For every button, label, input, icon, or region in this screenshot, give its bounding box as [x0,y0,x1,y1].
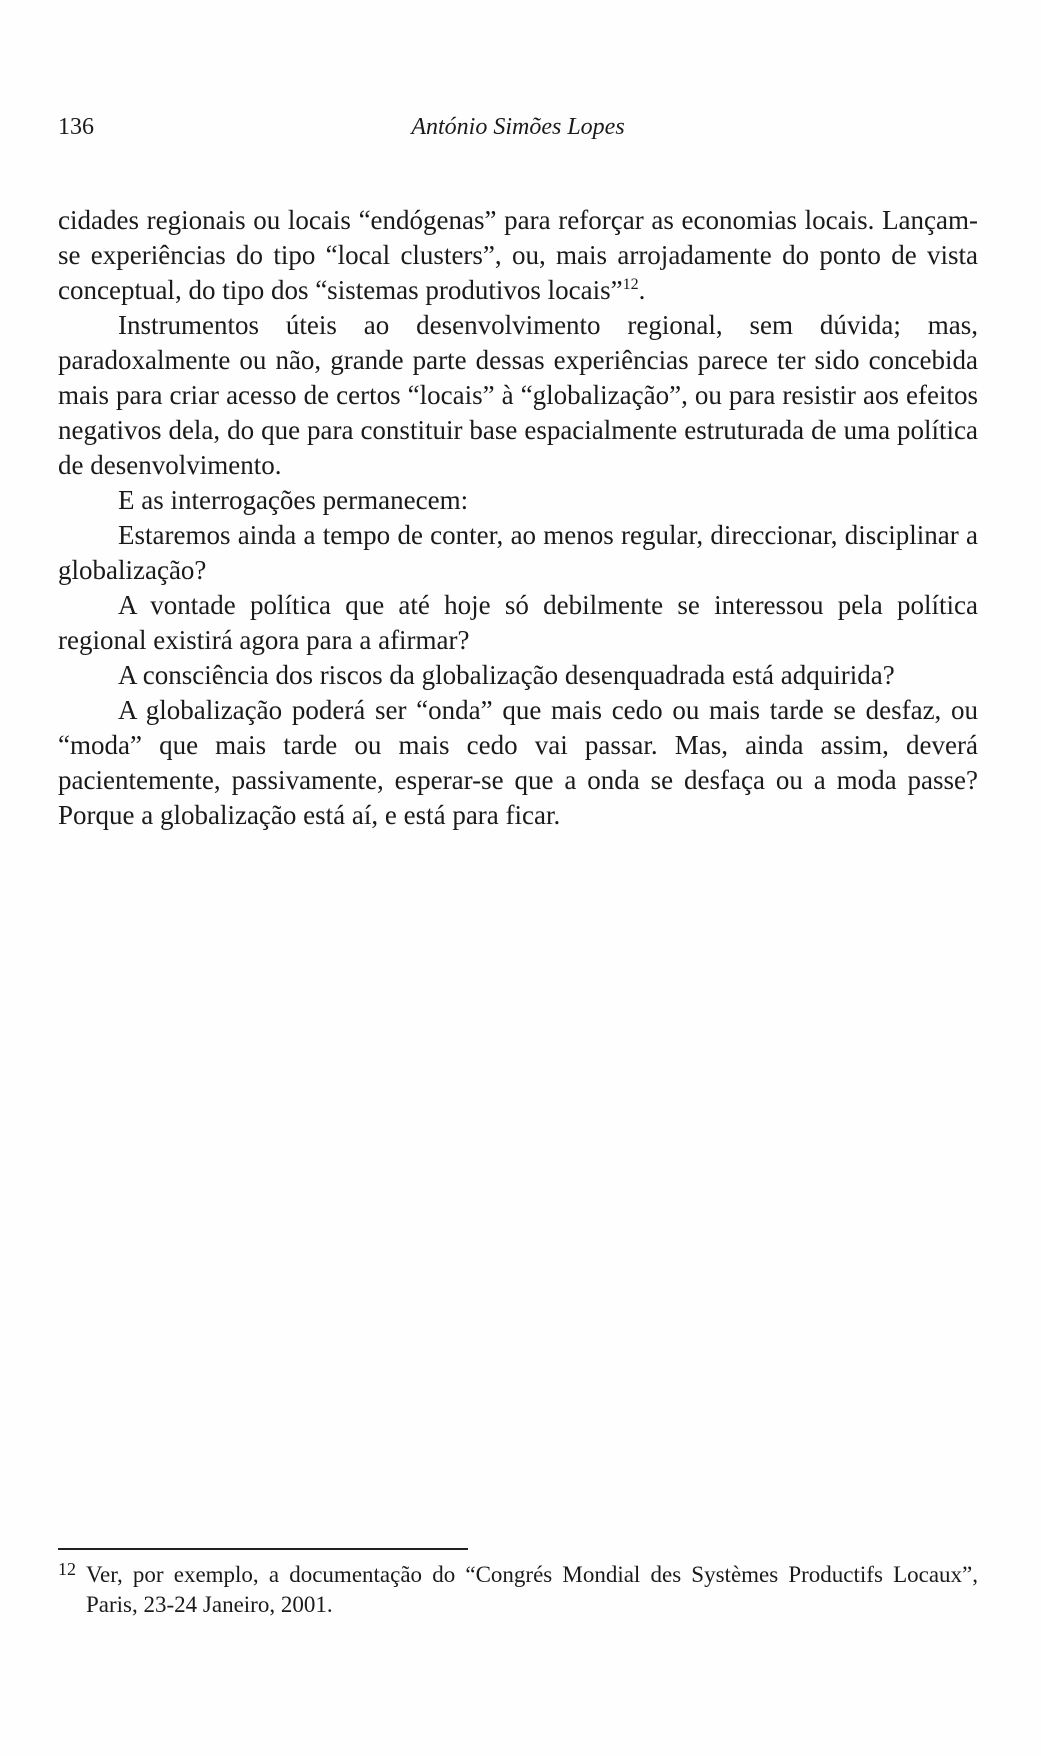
paragraph-5: A vontade política que até hoje só debilmente se interessou pela política regional existirá agora para a afirmar? [58,590,978,655]
body-text [58,203,978,833]
paragraph-1-text: cidades regionais ou locais “endógenas” para reforçar as economias locais. Lançam-se experiências do tipo “local clusters”, ou, mais arrojadamente do ponto de vista conceptual, do tipo dos “sistemas produtivos locais” [58,205,978,305]
footnote-text: Ver, por exemplo, a documentação do “Congrés Mondial des Systèmes Productifs Locaux”, Paris, 23-24 Janeiro, 2001. [86,1562,978,1617]
footnote-marker: 12 [58,1559,76,1579]
page-header [58,112,978,142]
paragraph-2: Instrumentos úteis ao desenvolvimento regional, sem dúvida; mas, paradoxalmente ou não, grande parte dessas experiências parece ter sido concebida mais para criar acesso de certos “locais” à “globalização”, ou para resistir aos efeitos negativos dela, do que para constituir base espacialmente estruturada de uma política de desenvolvimento. [58,310,978,480]
footnote-rule [58,1548,468,1550]
running-head: António Simões Lopes [411,114,625,140]
page-number: 136 [58,114,94,140]
footnote [58,1560,978,1620]
paragraph-4: Estaremos ainda a tempo de conter, ao menos regular, direccionar, disciplinar a globalização? [58,520,978,585]
footnote-ref-12[interactable]: 12 [622,276,639,293]
paragraph-6: A consciência dos riscos da globalização desenquadrada está adquirida? [118,660,895,690]
paragraph-1 [58,203,978,308]
paragraph-3: E as interrogações permanecem: [118,485,469,515]
paragraph-7: A globalização poderá ser “onda” que mais cedo ou mais tarde se desfaz, ou “moda” que mais tarde ou mais cedo vai passar. Mas, ainda assim, deverá pacientemente, passivamente, esperar-se que a onda se desfaça ou a moda passe? Porque a globalização está aí, e está para ficar. [58,695,978,830]
paragraph-1-end: . [638,275,646,305]
